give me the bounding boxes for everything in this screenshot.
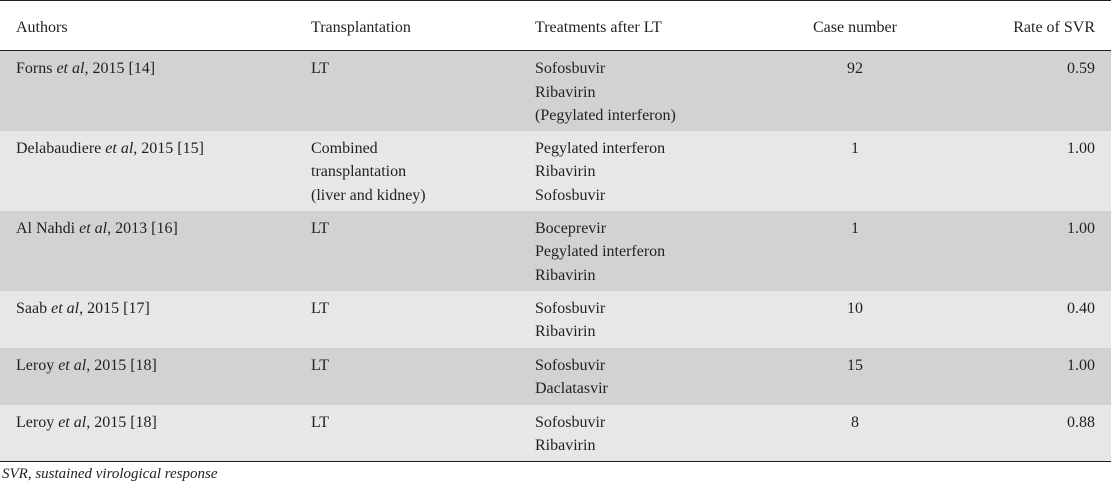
transplantation-line: LT [311, 299, 330, 317]
table-row [0, 348, 1111, 405]
author-name: Saab [16, 299, 52, 317]
treatment-line: Pegylated interferon [535, 243, 666, 260]
author-year-ref: , 2015 [17] [79, 299, 150, 317]
author-etal: et al [79, 219, 108, 237]
treatment-line: Sofosbuvir [535, 299, 606, 317]
transplantation-line: LT [311, 413, 330, 431]
transplantation-line: transplantation [311, 163, 407, 180]
case-number-cell: 15 [750, 348, 960, 405]
header-treatments: Treatments after LT [535, 1, 750, 51]
treatment-line: (Pegylated interferon) [535, 107, 676, 124]
case-number-cell: 92 [750, 51, 960, 131]
header-case-number: Case number [750, 1, 960, 51]
treatment-line: Ribavirin [535, 266, 596, 284]
transplantation-cell [311, 405, 535, 462]
author-year-ref: , 2015 [18] [86, 356, 157, 374]
author-etal: et al [58, 413, 87, 431]
transplantation-line: LT [311, 60, 330, 77]
svr-rate-cell: 0.40 [960, 291, 1111, 348]
author-etal: et al [58, 356, 87, 374]
author-cell [0, 405, 311, 462]
svr-rate-cell: 1.00 [960, 131, 1111, 211]
treatment-line: Sofosbuvir [535, 413, 606, 431]
treatment-line: Boceprevir [535, 219, 607, 237]
transplantation-cell [311, 51, 535, 131]
table-footnote: SVR, sustained virological response [2, 466, 218, 482]
treatment-line: Pegylated interferon [535, 139, 666, 157]
table-header [0, 1, 1111, 51]
author-name: Forns [16, 60, 57, 77]
treatments-cell [535, 348, 750, 405]
treatments-cell [535, 51, 750, 131]
treatment-line: Sofosbuvir [535, 186, 606, 204]
author-cell [0, 211, 311, 291]
treatments-cell [535, 405, 750, 462]
author-cell [0, 291, 311, 348]
case-number-cell: 1 [750, 211, 960, 291]
author-cell [0, 348, 311, 405]
transplantation-line: (liver and kidney) [311, 186, 426, 204]
case-number-cell: 1 [750, 131, 960, 211]
treatments-cell [535, 291, 750, 348]
transplantation-line: LT [311, 356, 330, 374]
transplantation-cell [311, 211, 535, 291]
author-etal: et al [105, 139, 134, 157]
svr-rate-cell: 1.00 [960, 211, 1111, 291]
table-row [0, 405, 1111, 462]
svr-rate-cell: 0.59 [960, 51, 1111, 131]
author-cell [0, 51, 311, 131]
svr-rate-cell: 0.88 [960, 405, 1111, 462]
header-authors: Authors [0, 1, 311, 51]
author-etal: et al [56, 60, 85, 77]
svr-rate-cell: 1.00 [960, 348, 1111, 405]
header-row [0, 1, 1111, 51]
treatment-line: Sofosbuvir [535, 356, 606, 374]
transplantation-cell [311, 131, 535, 211]
table-row [0, 131, 1111, 211]
author-etal: et al [51, 299, 80, 317]
table-row [0, 211, 1111, 291]
header-transplantation: Transplantation [311, 1, 535, 51]
author-cell [0, 131, 311, 211]
author-year-ref: , 2015 [18] [86, 413, 157, 431]
author-name: Leroy [16, 356, 59, 374]
transplantation-cell [311, 348, 535, 405]
case-number-cell: 10 [750, 291, 960, 348]
author-year-ref: , 2015 [14] [84, 60, 156, 77]
author-name: Leroy [16, 413, 59, 431]
treatment-line: Ribavirin [535, 83, 596, 101]
treatment-line: Daclatasvir [535, 380, 608, 397]
treatment-line: Ribavirin [535, 323, 596, 340]
author-name: Al Nahdi [16, 219, 80, 237]
case-number-cell: 8 [750, 405, 960, 462]
author-year-ref: , 2015 [15] [133, 139, 204, 157]
treatment-line: Ribavirin [535, 437, 596, 454]
table-row [0, 291, 1111, 348]
treatments-cell [535, 131, 750, 211]
author-year-ref: , 2013 [16] [107, 219, 178, 237]
transplantation-cell [311, 291, 535, 348]
treatment-line: Sofosbuvir [535, 60, 606, 77]
transplantation-line: LT [311, 219, 330, 237]
author-name: Delabaudiere [16, 139, 106, 157]
treatments-cell [535, 211, 750, 291]
table-body [0, 51, 1111, 462]
transplantation-line: Combined [311, 139, 378, 157]
treatment-line: Ribavirin [535, 163, 596, 180]
header-rate-of-svr: Rate of SVR [960, 1, 1111, 51]
table-row [0, 51, 1111, 131]
